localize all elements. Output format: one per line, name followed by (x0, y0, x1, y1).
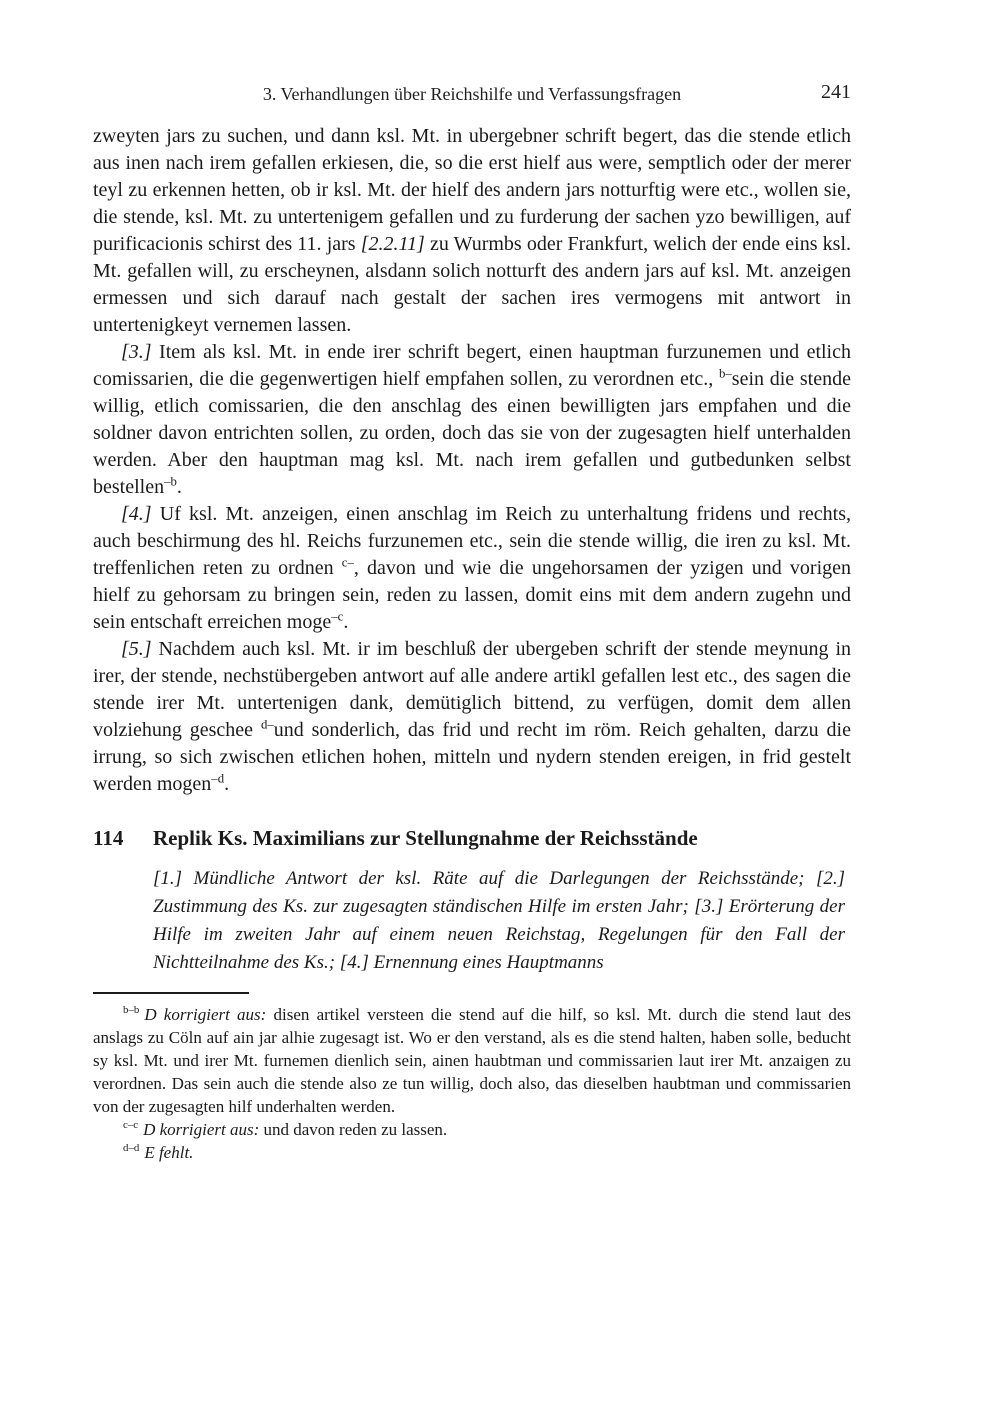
footnote-separator-rule (93, 992, 249, 994)
entry-summary: [1.] Mündliche Antwort der ksl. Räte auf die Darlegungen der Reichsstände; [2.] Zustimmung des Ks. zur zugesagten ständischen Hilfe im ersten Jahr; [3.] Erörterung der Hilfe im zweiten Jahr auf einem neuen Reichstag, Regelungen für den Fall der Nichtteilnahme des Ks.; [4.] Ernennung eines Hauptmanns (153, 868, 845, 973)
chapter-header-title: 3. Verhandlungen über Reichshilfe und Verfassungsfragen (262, 84, 682, 104)
entry-number: 114 (93, 826, 124, 850)
footnote-text: D korrigiert aus: und davon reden zu lassen. (143, 1120, 448, 1139)
entry-heading (93, 825, 851, 851)
paragraph-5: [5.] Nachdem auch ksl. Mt. ir im beschluß der ubergeben schrift der stende meynung in irer, der stende, nechstübergeben antwort auf alle andere artikl gefallen lest etc., des sagen die stende irer Mt. untertenigen dank, demütiglich bittend, zu verfügen, domit dem allen volziehung geschee $^{d-}$und sonderlich, das frid und recht im röm. Reich gehalten, darzu die irrung, so sich zwischen etlichen hohen, mitteln und nydern stenden ereigen, in frid gestelt werden mogen$^{-d}$. (93, 638, 851, 795)
footnote-marker: c–c (123, 1119, 139, 1132)
footnote-block (93, 992, 851, 1164)
footnote-text: E fehlt. (144, 1143, 194, 1162)
running-header (93, 82, 851, 108)
paragraph-continuation: zweyten jars zu suchen, und dann ksl. Mt. in ubergebner schrift begert, das die stende etlich aus inen nach irem gefallen erkiesen, die, so die erst hielf aus were, semptlich oder der merer teyl zu erkennen hetten, ob ir ksl. Mt. der hielf des andern jars notturftig were etc., wollen sie, die stende, ksl. Mt. zu untertenigem gefallen und zu furderung der sachen yzo bewilligen, auf purificacionis schirst des 11. jars [2.2.11] zu Wurmbs oder Frankfurt, welich der ende eins ksl. Mt. gefallen will, zu erscheynen, alsdann solich notturft des andern jars auf ksl. Mt. anzeigen ermessen und sich darauf nach gestalt der sachen ires vermogens mit antwort in untertenigkeyt vernemen lassen. (93, 125, 851, 336)
paragraph-4: [4.] Uf ksl. Mt. anzeigen, einen anschlag im Reich zu unterhaltung fridens und rechts, auch beschirmung des hl. Reichs furzunemen etc., sein die stende willig, die iren zu ksl. Mt. treffenlichen reten zu ordnen $^{c-}$, davon und wie die ungehorsamen der yzigen und vorigen hielf zu gehorsam zu bringen sein, reden zu lassen, domit eins mit dem andern zugehn und sein entschaft erreichen moge$^{-c}$. (93, 503, 852, 633)
footnote-text: D korrigiert aus: disen artikel versteen die stend auf die hilf, so ksl. Mt. durch die stend laut des anslags zu Cöln auf ain jar alhie zugesagt ist. Wo er den verstand, als es die stend halten, haben solle, beducht sy ksl. Mt. und irer Mt. furnemen dienlich sein, ainen haubtman und commissarien laut irer Mt. anzaigen zu verordnen. Das sein auch die stende also ze tun willig, doch also, das dieselben haubtman und commissarien von der zugesagten hilf underhalten werden. (93, 1005, 851, 1116)
footnote-marker: d–d (123, 1142, 140, 1155)
footnote-c (93, 1118, 851, 1141)
footnote-d (93, 1141, 851, 1164)
main-text-block (93, 123, 851, 798)
entry-title: Replik Ks. Maximilians zur Stellungnahme der Reichsstände (153, 826, 698, 850)
page-number: 241 (821, 81, 851, 103)
paragraph-3: [3.] Item als ksl. Mt. in ende irer schrift begert, einen hauptman furzunemen und etlich comissarien, die die gegenwertigen hielf empfahen sollen, zu verordnen etc., $^{b-}$sein die stende willig, etlich comissarien, die den anschlag des einen bewilligten jars empfahen und die soldner davon entrichten sollen, zu orden, doch das sie von der zugesagten hielf unterhalden werden. Aber den hauptman mag ksl. Mt. nach irem gefallen und gutbedunken selbst bestellen$^{-b}$. (93, 341, 851, 498)
footnote-b (93, 1003, 851, 1118)
footnote-marker: b–b (123, 1004, 140, 1017)
